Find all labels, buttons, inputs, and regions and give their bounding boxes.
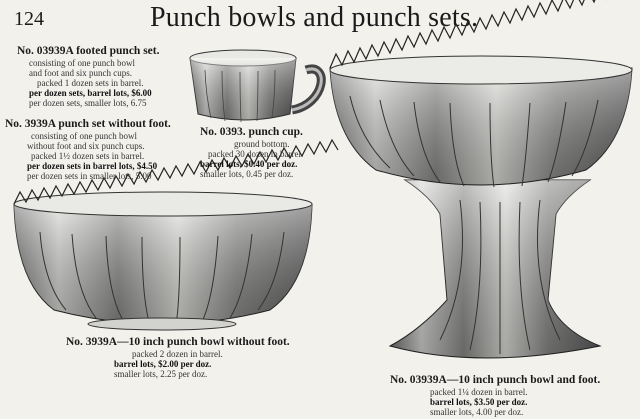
punch-cup-price-smaller: smaller lots, 0.45 per doz. — [200, 169, 294, 179]
footed-set-heading: No. 03939A footed punch set. — [17, 45, 160, 57]
page-title: Punch bowls and punch sets. — [150, 2, 479, 33]
footed-set-description — [17, 45, 159, 108]
punch-cup-heading: No. 0393. punch cup. — [200, 126, 303, 138]
bowl-and-foot-price-barrel: barrel lots, $3.50 per doz. — [430, 397, 528, 407]
punch-cup-description — [200, 126, 303, 179]
punch-cup-illustration — [190, 50, 321, 122]
bowl-without-foot-price-smaller: smaller lots, 2.25 per doz. — [114, 369, 208, 379]
bowl-without-foot-heading: No. 3939A—10 inch punch bowl without foot. — [66, 336, 290, 348]
set-without-foot-line: without foot and six punch cups. — [27, 141, 145, 151]
footed-set-price-barrel: per dozen sets, barrel lots, $6.00 — [29, 88, 152, 98]
bowl-and-foot-line: packed 1¼ dozen in barrel. — [430, 387, 528, 397]
page-number: 124 — [14, 8, 44, 30]
set-without-foot-line: packed 1½ dozen sets in barrel. — [31, 151, 145, 161]
bowl-and-foot-illustration — [330, 0, 640, 358]
footed-set-line: packed 1 dozen sets in barrel. — [37, 78, 144, 88]
footed-set-line: consisting of one punch bowl — [29, 58, 135, 68]
bowl-without-foot-line: packed 2 dozen in barrel. — [132, 349, 223, 359]
footed-set-price-smaller: per dozen sets, smaller lots, 6.75 — [29, 98, 147, 108]
set-without-foot-price-barrel: per dozen sets in barrel lots, $4.50 — [27, 161, 158, 171]
bowl-without-foot-description — [66, 336, 290, 379]
bowl-and-foot-heading: No. 03939A—10 inch punch bowl and foot. — [390, 374, 601, 386]
punch-cup-price-barrel: barrel lots, $0.40 per doz. — [200, 159, 298, 169]
set-without-foot-heading: No. 3939A punch set without foot. — [5, 118, 171, 130]
set-without-foot-price-smaller: per dozen sets in smaller lots, 5.00 — [27, 171, 152, 181]
punch-cup-line: ground bottom. — [234, 139, 290, 149]
bowl-and-foot-description — [390, 374, 600, 417]
bowl-without-foot-price-barrel: barrel lots, $2.00 per doz. — [114, 359, 212, 369]
footed-set-line: and foot and six punch cups. — [29, 68, 132, 78]
punch-cup-line: packed 30 dozen in barrel. — [208, 149, 304, 159]
set-without-foot-description — [5, 118, 171, 181]
bowl-and-foot-price-smaller: smaller lots, 4.00 per doz. — [430, 407, 524, 417]
set-without-foot-line: consisting of one punch bowl — [31, 131, 137, 141]
